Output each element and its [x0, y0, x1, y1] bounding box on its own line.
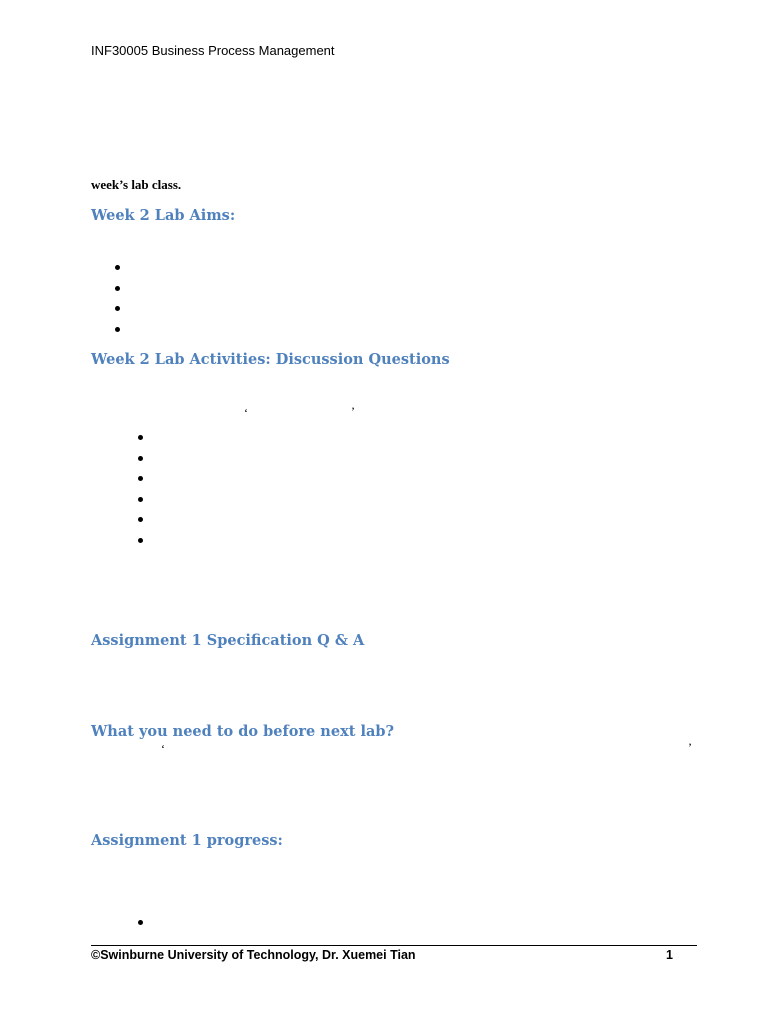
aims-heading: Week 2 Lab Aims: [91, 207, 236, 224]
next-lab-heading: What you need to do before next lab? [91, 723, 394, 740]
progress-heading: Assignment 1 progress: [91, 832, 283, 849]
quote-close-mark: ’ [688, 740, 692, 754]
quote-open-mark: ‘ [244, 406, 248, 420]
assignment-qa-heading: Assignment 1 Specification Q & A [91, 632, 365, 649]
footer-divider [91, 945, 697, 946]
page-number: 1 [666, 948, 673, 962]
footer-copyright: ©Swinburne University of Technology, Dr. Xuemei Tian [91, 948, 416, 962]
running-header: INF30005 Business Process Management [91, 43, 335, 58]
activities-heading: Week 2 Lab Activities: Discussion Questions [91, 351, 450, 368]
quote-open-mark: ‘ [161, 742, 165, 756]
quote-close-mark: ’ [351, 404, 355, 418]
intro-tail-text: week’s lab class. [91, 177, 182, 192]
